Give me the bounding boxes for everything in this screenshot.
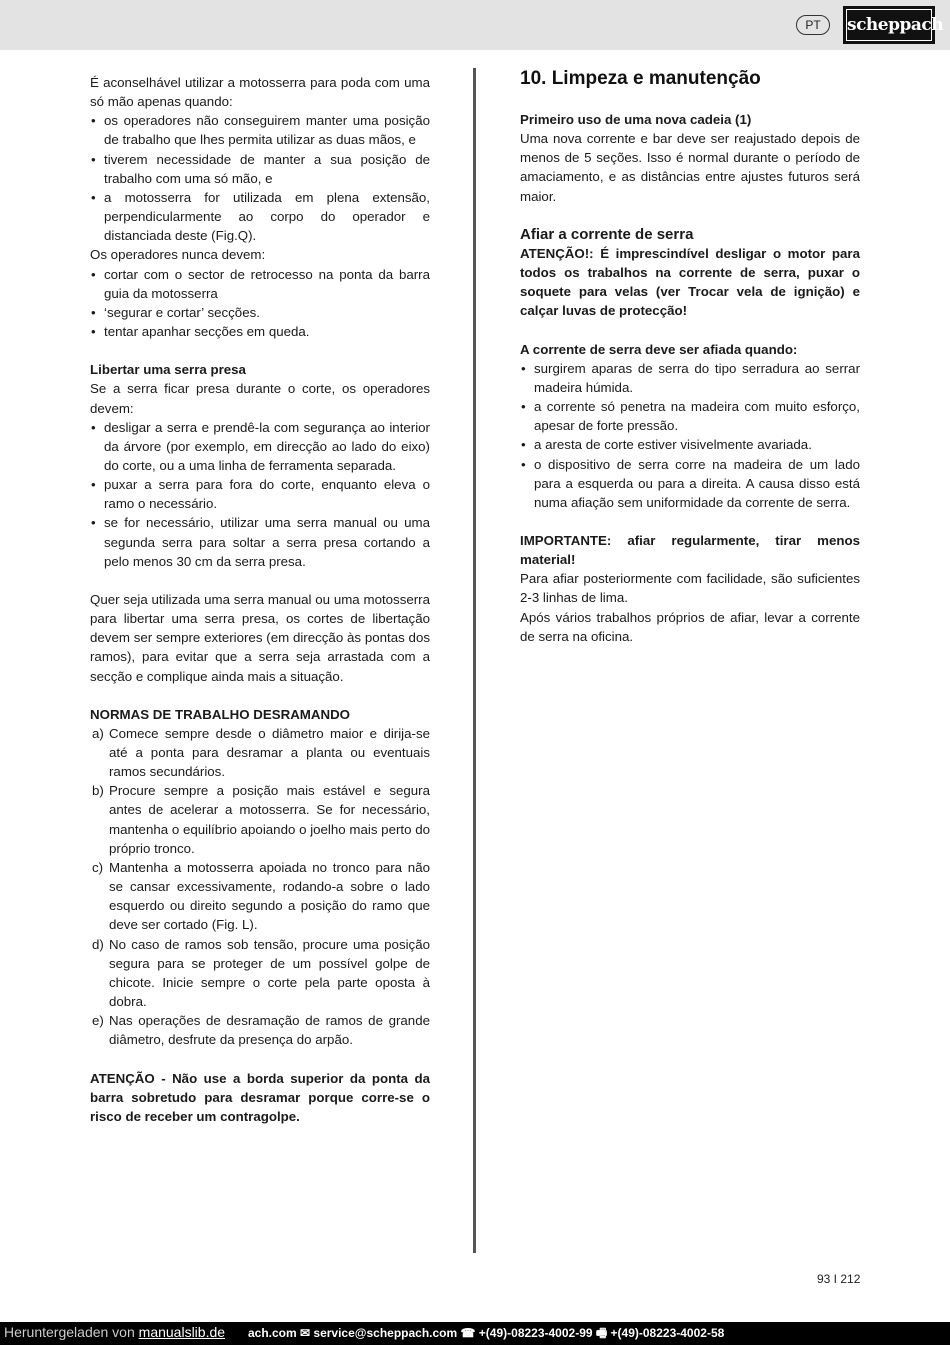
left-column	[90, 73, 430, 1126]
list-item: • puxar a serra para fora do corte, enquanto eleva o ramo o necessário.	[90, 475, 430, 513]
right-column	[520, 110, 860, 646]
stuck-saw-list	[90, 418, 430, 571]
list-item: • se for necessário, utilizar uma serra manual ou uma segunda serra para soltar a serra presa cortando a pelo menos 30 cm da serra presa.	[90, 513, 430, 570]
footer-downloaded-text: Heruntergeladen von	[4, 1324, 135, 1340]
stuck-saw-intro: Se a serra ficar presa durante o corte, os operadores devem:	[90, 381, 430, 416]
important-label: IMPORTANTE	[520, 532, 607, 548]
item-text: Mantenha a motosserra apoiada no tronco para não se cansar excessivamente, rodando-a sobre o lado esquerdo ou direito segundo a posição do ramo que deve ser cortado (Fig. L).	[109, 859, 430, 933]
list-item: • a aresta de corte estiver visivelmente avariada.	[520, 435, 860, 454]
list-item: • os operadores não conseguirem manter uma posição de trabalho que lhes permita utilizar as duas mãos, e	[90, 111, 430, 149]
list-item	[90, 781, 430, 858]
page-header	[0, 0, 950, 50]
item-marker: a)	[92, 725, 104, 741]
stuck-saw-paragraph: Quer seja utilizada uma serra manual ou uma motosserra para libertar uma serra presa, os cortes de libertação devem ser sempre exteriores (em direcção às pontas dos ramos), para evitar que a serra seja arrastada com a secção e complique ainda mais a situação.	[90, 591, 430, 684]
page-number: 93 I 212	[817, 1272, 861, 1286]
list-item: • surgirem aparas de serra do tipo serradura ao serrar madeira húmida.	[520, 359, 860, 397]
list-item: • cortar com o sector de retrocesso na ponta da barra guia da motosserra	[90, 265, 430, 303]
footer-link[interactable]: manualslib.de	[138, 1324, 226, 1340]
list-item: • tiverem necessidade de manter a sua posição de trabalho com uma só mão, e	[90, 150, 430, 188]
first-use-heading: Primeiro uso de uma nova cadeia (1)	[520, 112, 752, 127]
after-text-2: Após vários trabalhos próprios de afiar, levar a corrente de serra na oficina.	[520, 609, 860, 644]
list-item	[90, 858, 430, 935]
norms-heading: NORMAS DE TRABALHO DESRAMANDO	[90, 706, 351, 722]
sharpen-warning: ATENÇÃO!: É imprescindível desligar o motor para todos os trabalhos na corrente de serra, puxar o soquete para velas (ver Trocar vela de ignição) e calçar luvas de protecção!	[520, 245, 860, 319]
item-text: Nas operações de desramação de ramos de grande diâmetro, desfrute da presença do arpão.	[109, 1013, 430, 1048]
when-list	[520, 359, 860, 512]
list-item	[90, 935, 430, 1012]
list-item: • tentar apanhar secções em queda.	[90, 322, 430, 341]
intro-text: É aconselhável utilizar a motosserra para poda com uma só mão apenas quando:	[90, 75, 430, 110]
section-title: 10. Limpeza e manutenção	[520, 68, 761, 89]
item-text: Procure sempre a posição mais estável e segura antes de acelerar a motosserra. Se for necessário, mantenha o equilíbrio apoiando o joelho mais perto do próprio tronco.	[109, 783, 430, 856]
item-marker: e)	[92, 1013, 104, 1029]
list-item: • a corrente só penetra na madeira com muito esforço, apesar de forte pressão.	[520, 397, 860, 435]
list-item	[90, 1011, 430, 1049]
item-marker: b)	[92, 783, 104, 799]
list-item: • desligar a serra e prendê-la com segurança ao interior da árvore (por exemplo, em direcção ao lado do eixo) do corte, ou a uma linha de ferramenta separada.	[90, 418, 430, 475]
stuck-saw-heading: Libertar uma serra presa	[90, 362, 246, 378]
item-marker: d)	[92, 936, 104, 952]
list-item: • o dispositivo de serra corre na madeira de um lado para a esquerda ou para a direita. A causa disso está numa afiação sem uniformidade da corrente de serra.	[520, 455, 860, 512]
column-divider	[473, 68, 476, 1253]
item-text: Comece sempre desde o diâmetro maior e dirija-se até a ponta para desramar a planta ou eventuais ramos secundários.	[109, 725, 430, 780]
sharpen-heading: Afiar a corrente de serra	[520, 225, 694, 243]
list-item: • ‘segurar e cortar’ secções.	[90, 303, 430, 322]
never-list	[90, 265, 430, 342]
norms-list	[90, 724, 430, 1050]
list-item: • a motosserra for utilizada em plena extensão, perpendicularmente ao corpo do operador e distanciada deste (Fig.Q).	[90, 188, 430, 245]
important-text: : afiar regularmente, tirar menos material!	[520, 532, 860, 568]
download-footer	[0, 1322, 950, 1345]
item-text: No caso de ramos sob tensão, procure uma posição segura para se proteger de um possível golpe de chicote. Inicie sempre o corte pela parte oposta à dobra.	[109, 936, 430, 1010]
intro-list	[90, 111, 430, 245]
kickback-warning: ATENÇÃO - Não use a borda superior da ponta da barra sobretudo para desramar porque corre-se o risco de receber um contragolpe.	[90, 1070, 430, 1124]
first-use-text: Uma nova corrente e bar deve ser reajustado depois de menos de 5 seções. Isso é normal durante o período de amaciamento, e as distâncias entre ajustes futuros será maior.	[520, 131, 860, 204]
never-text: Os operadores nunca devem:	[90, 247, 266, 263]
item-marker: c)	[92, 859, 104, 875]
brand-logo-text: scheppach	[846, 9, 932, 41]
important-note	[520, 531, 860, 569]
brand-logo	[843, 6, 944, 44]
after-text-1: Para afiar posteriormente com facilidade, são suficientes 2-3 linhas de lima.	[520, 571, 860, 606]
language-badge: PT	[796, 15, 830, 35]
list-item	[90, 724, 430, 781]
footer-contact: ach.com ✉ service@scheppach.com ☎ +(49)-08223-4002-99 🖷 +(49)-08223-4002-58	[248, 1326, 725, 1340]
when-heading: A corrente de serra deve ser afiada quando:	[520, 341, 798, 357]
footer-source	[4, 1322, 225, 1343]
